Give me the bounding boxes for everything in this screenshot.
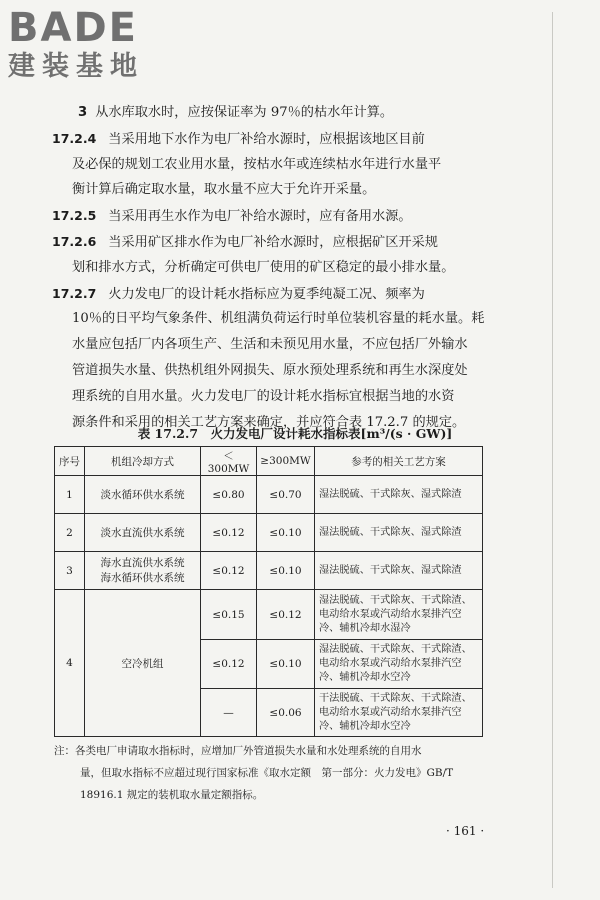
cell-lt300: ≤0.12 <box>201 640 257 689</box>
table-row <box>55 514 483 552</box>
header-cooling: 机组冷却方式 <box>85 447 201 476</box>
cell-lt300: — <box>201 689 257 737</box>
item-3-number: 3 <box>78 105 88 120</box>
cell-cooling <box>85 552 201 590</box>
cell-seq: 3 <box>55 552 85 590</box>
cell-ge300: ≤0.06 <box>257 689 315 737</box>
note-line: 注：各类电厂申请取水指标时，应增加厂外管道损失水量和水处理系统的自用水 <box>54 745 422 757</box>
clause-number: 17.2.4 <box>52 130 97 146</box>
cell-ge300: ≤0.10 <box>257 640 315 689</box>
clause-text-line: 水量应包括厂内各项生产、生活和未预见用水量，不应包括厂外输水 <box>72 337 468 353</box>
cell-lt300: ≤0.80 <box>201 476 257 514</box>
clause-number: 17.2.7 <box>52 285 97 301</box>
cell-ge300: ≤0.12 <box>257 590 315 640</box>
cell-process: 湿法脱硫、干式除灰、湿式除渣 <box>315 476 483 514</box>
header-lt300: ＜300MW <box>201 447 257 476</box>
page-number: · 161 · <box>446 824 485 838</box>
table-row <box>55 552 483 590</box>
clause-text-line: 衡计算后确定取水量，取水量不应大于允许开采量。 <box>72 182 376 198</box>
table-header-row <box>55 447 483 476</box>
cooling-line: 海水循环供水系统 <box>100 571 185 584</box>
clause-17-2-5 <box>52 203 532 229</box>
cell-lt300: ≤0.15 <box>201 590 257 640</box>
cell-cooling: 空冷机组 <box>85 590 201 737</box>
logo-brand: BADE <box>8 5 138 51</box>
clause-text-line: 及必保的规划工农业用水量，按枯水年或连续枯水年进行水量平 <box>72 156 442 172</box>
clause-text-line: 源条件和采用的相关工艺方案来确定，并应符合表 17.2.7 的规定。 <box>72 414 466 430</box>
table-note <box>54 740 524 806</box>
cell-seq: 2 <box>55 514 85 552</box>
clause-text-line: 管道损失水量、供热机组外网损失、原水预处理系统和再生水深度处 <box>72 362 468 378</box>
cell-process: 湿法脱硫、干式除灰、湿式除渣 <box>315 514 483 552</box>
cooling-line: 海水直流供水系统 <box>100 556 185 569</box>
body-text <box>52 100 532 435</box>
item-3-text: 从水库取水时，应按保证率为 97％的枯水年计算。 <box>95 105 394 120</box>
header-process: 参考的相关工艺方案 <box>315 447 483 476</box>
clause-17-2-7 <box>52 281 532 307</box>
logo-subtitle: 建装基地 <box>8 51 144 82</box>
clause-text: 当采用再生水作为电厂补给水源时，应有备用水源。 <box>108 209 412 225</box>
bade-logo <box>8 6 183 94</box>
table-row <box>55 476 483 514</box>
clause-number: 17.2.5 <box>52 208 97 224</box>
cell-lt300: ≤0.12 <box>201 552 257 590</box>
cell-process: 湿法脱硫、干式除灰、干式除渣、电动给水泵或汽动给水泵排汽空冷、辅机冷却水湿冷 <box>315 590 483 640</box>
note-line: 量，但取水指标不应超过现行国家标准《取水定额 第一部分：火力发电》GB/T <box>80 767 454 779</box>
cell-process: 干法脱硫、干式除灰、干式除渣、电动给水泵或汽动给水泵排汽空冷、辅机冷却水空冷 <box>315 689 483 737</box>
cell-ge300: ≤0.10 <box>257 514 315 552</box>
clause-text: 当采用矿区排水作为电厂补给水源时，应根据矿区开采规 <box>108 234 438 250</box>
cell-cooling: 淡水直流供水系统 <box>85 514 201 552</box>
clause-17-2-4 <box>52 126 532 152</box>
clause-number: 17.2.6 <box>52 233 97 249</box>
item-3 <box>52 100 532 126</box>
cell-seq: 4 <box>55 590 85 737</box>
clause-text-line: 10％的日平均气象条件、机组满负荷运行时单位装机容量的耗水量。耗 <box>72 311 485 327</box>
cell-process: 湿法脱硫、干式除灰、干式除渣、电动给水泵或汽动给水泵排汽空冷、辅机冷却水空冷 <box>315 640 483 689</box>
cell-ge300: ≤0.70 <box>257 476 315 514</box>
table-row <box>55 590 483 640</box>
cell-process: 湿法脱硫、干式除灰、湿式除渣 <box>315 552 483 590</box>
clause-17-2-6 <box>52 229 532 255</box>
table-title: 表 17.2.7 火力发电厂设计耗水指标表[m³/(s · GW)] <box>137 426 453 441</box>
cell-lt300: ≤0.12 <box>201 514 257 552</box>
clause-text: 当采用地下水作为电厂补给水源时，应根据该地区目前 <box>108 131 425 147</box>
scan-edge-divider <box>552 12 553 888</box>
clause-text-line: 理系统的自用水量。火力发电厂的设计耗水指标宜根据当地的水资 <box>72 388 455 404</box>
cell-seq: 1 <box>55 476 85 514</box>
cell-cooling: 淡水循环供水系统 <box>85 476 201 514</box>
clause-text-line: 划和排水方式，分析确定可供电厂使用的矿区稳定的最小排水量。 <box>72 259 455 275</box>
header-seq: 序号 <box>55 447 85 476</box>
header-ge300: ≥300MW <box>257 447 315 476</box>
note-line: 18916.1 规定的装机取水量定额指标。 <box>80 789 264 801</box>
cell-ge300: ≤0.10 <box>257 552 315 590</box>
clause-text: 火力发电厂的设计耗水指标应为夏季纯凝工况、频率为 <box>108 286 425 302</box>
water-consumption-table <box>54 446 483 737</box>
